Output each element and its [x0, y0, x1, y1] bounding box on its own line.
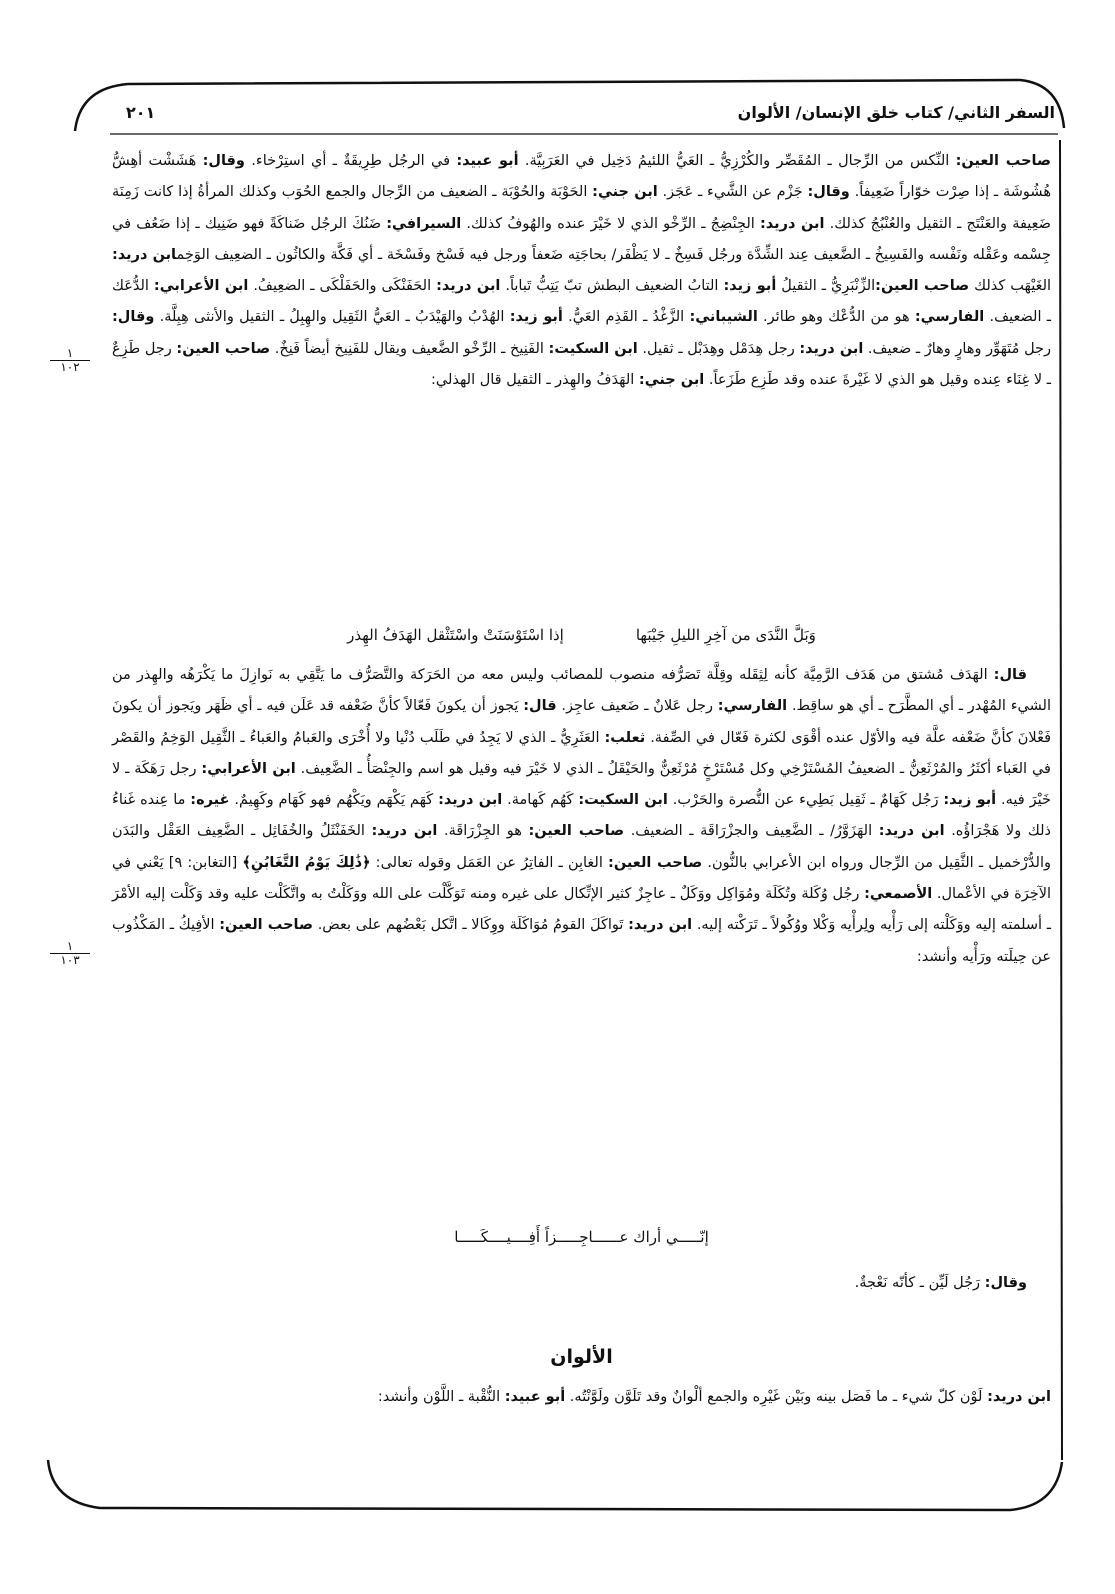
source-name: صاحب العين: — [219, 917, 313, 934]
source-name: ابن دريد: — [799, 340, 864, 357]
paragraph-3 — [112, 1268, 1051, 1299]
source-name: وقال: — [112, 309, 155, 326]
verse-1 — [112, 626, 1051, 644]
verse-2: إنّـــــي أراك عــــــاجِـــــزاً أَفِــــيــــكَـــــا — [454, 1228, 709, 1246]
source-name: وقال: — [202, 153, 245, 169]
body-text: الغابِن ـ الفاتِرُ عن العَمَل وقوله تعالى: — [370, 854, 609, 871]
source-name: ابن دريد: — [987, 1389, 1051, 1405]
body-text: [التغابن: ٩] يَعْني في الآخِرَة في الأعْمال. — [112, 854, 1051, 903]
source-name: غيره: — [190, 792, 230, 809]
body-text: الهَدَفُ والهِذر ـ الثقيل قال الهذلي: — [430, 372, 639, 389]
body-text: الحَفَنْكَى والحَفَلْكَى ـ الضعِيفُ. — [248, 278, 437, 295]
paragraph-2 — [112, 660, 1051, 973]
body-text: الزِّنْبَرِيُّ ـ الثقيلُ — [776, 278, 876, 295]
body-text: الغَيْهَب كذلك — [969, 278, 1052, 295]
margin-ref-numerator: ١ — [50, 940, 90, 954]
body-text: الجِنْضِجُ ـ الرِّخْو الذي لا خَيْرَ عنده والهُوفُ كذلك. — [461, 215, 760, 232]
body-text: ما عِنده غَناءُ ذلك ولا هَجْرَاؤُه. — [112, 792, 1051, 840]
body-text: رجل رَهَكَة ـ لا خَيْرَ فيه. — [112, 760, 1051, 809]
body-text: رَجُل لَيِّن ـ كأنّه نَعْجةٌ. — [854, 1275, 985, 1291]
body-text: جَزْم عن الشَّيء ـ عَجَز. — [657, 184, 808, 201]
body-text: الدُّعَك ـ الضعيف. — [112, 278, 1051, 326]
source-name: ابن جني: — [592, 184, 658, 201]
source-name: صاحب العين: — [875, 278, 970, 295]
body-text: التابُ الضعيف البطش تبّ يَتِبُّ تَباباً. — [500, 278, 724, 295]
margin-ref-numerator: ١ — [50, 347, 90, 361]
source-name: ابن دريد: — [371, 823, 438, 840]
body-text: كَهُم كَهامة. — [502, 792, 579, 809]
body-text: رجل طَزِعٌ ـ لا غِنَاء عِنده وقيل هو الذي لا غَيْرةَ عنده وقد طَزِع طَزَعاً. — [112, 340, 1051, 389]
body-text: رَجُل كَهَامٌ ـ ثَقِيل بَطِيء عن النُّصرة والحَرْب. — [667, 792, 944, 809]
body-text: النُّقْبة ـ اللَّوْن وأنشد: — [377, 1389, 505, 1405]
body-text: في الرجُل طِرِيقَةٌ ـ أي استِرْخاء. — [244, 153, 457, 169]
source-name: ابن دريد: — [112, 246, 177, 263]
running-title: السفر الثاني/ كتاب خلق الإنسان/ الألوان — [737, 102, 1055, 122]
body-text: رجل هِدَمْل وهِدَبْل ـ ثقيل. — [637, 340, 800, 357]
source-name: ابن السكيت: — [578, 792, 668, 809]
body-text: يَجوز أن يكونَ فَعّالاً كأنَّ ضَعْفه قد عَلَن فيه ـ أي ظَهَر ويَجوز أن يكونَ فَعْلانَ كأنَّ ضَعْفه علَّة فيه والأوّل عنده أقْوَى لكثرة فَعّال في الصِّفة. — [112, 698, 1051, 746]
body-text: الزَّغْدُ ـ القَذِم العَيُّ. — [562, 309, 690, 326]
source-name: ابن دريد: — [436, 278, 501, 295]
verse-hemistich-left: إذا اسْتَوْسَنَتْ واسْتَثْقل الهَدَفُ الهِذر — [347, 626, 564, 644]
source-name: ابن السكيت: — [548, 340, 638, 357]
source-name: الفارسي: — [717, 698, 788, 715]
body-text: الهُدْبُ والهَيْدَبُ ـ العَيُّ الثَقِيل والهِبِلُ ـ الثقيل والأنثى هِبِلَّة. — [154, 309, 510, 326]
paragraph-1 — [112, 146, 1051, 396]
source-name: ابن دريد: — [759, 215, 825, 232]
source-name: وقال: — [984, 1275, 1027, 1291]
source-name: وقال: — [807, 184, 850, 201]
body-text: الخَفَنْثَلُ والخُفَاثِل ـ الضَّعِيف العَقْل والبَدَن والدُّرْخميل ـ الثَّقِيل من الرِّجال ورواه ابن الأعرابي بالنُّون. — [112, 823, 1051, 871]
quran-quote: ﴿ذَٰلِكَ يَوْمُ التَّغَابُنِ﴾ — [242, 854, 371, 871]
body-text: الأفِيكُ ـ المَكْذُوب عن حِيلَته ورَأْيه وأنشد: — [112, 917, 1051, 965]
source-name: ابن جني: — [638, 372, 705, 389]
page-number: ٢٠١ — [126, 102, 156, 122]
source-name: صاحب العين: — [176, 340, 271, 357]
source-name: أبو زيد: — [943, 792, 997, 809]
body-text: رجل مُتَهَوِّر وهارٍ وهارٌ ـ ضعيف. — [863, 340, 1052, 357]
body-text: النِّكس من الرِّجال ـ المُقَصِّر والكُرْزِيُّ ـ العَيُّ اللئيمُ دَخِيل في العَرَبِيَّة. — [518, 153, 956, 169]
body-text: كَهَم يَكْهَم ويَكْهُم فهو كَهَام وكَهِيمٌ. — [229, 792, 439, 809]
source-name: صاحب العين: — [608, 854, 703, 871]
body-text: هو من الدُّعْك وهو طائر. — [757, 309, 915, 326]
margin-ref-denominator: ١٠٢ — [60, 360, 80, 374]
bottom-frame-line — [48, 1460, 1062, 1510]
margin-ref-denominator: ١٠٣ — [60, 953, 80, 967]
source-name: السيرافي: — [386, 215, 462, 232]
source-name: قال: — [523, 698, 557, 715]
paragraph-4 — [112, 1382, 1051, 1413]
body-text: الفَنِيخ ـ الرِّخْو الضَّعيف ويقال للفَنِيخ أيضاً فَنِخٌ. — [270, 340, 549, 357]
margin-reference-1 — [50, 347, 90, 374]
source-name: أبو عبيد: — [504, 1389, 566, 1405]
source-name: الأصمعي: — [864, 886, 933, 903]
page-header — [118, 92, 1055, 132]
body-text: الهَزَوَّرُ/ ـ الضَّعِيف والجزْرَاقَة ـ الضعيف. — [624, 823, 879, 840]
body-text: رجل عَلانٌ ـ ضَعيف عاجِز. — [556, 698, 718, 715]
body-text: هَشَشْت أهِشُّ هُشُوشَة ـ إذا صِرْت خوّاراً ضَعِيفاً. — [112, 153, 1051, 201]
margin-reference-2 — [50, 940, 90, 967]
source-name: أبو زيد: — [723, 278, 777, 295]
source-name: ابن الأعرابي: — [201, 760, 296, 777]
source-name: ابن دريد: — [878, 823, 945, 840]
body-text: ضَنُكَ الرجُل ضَناكَةً فهو ضَنِيك ـ إذا ضَعُف في جِسْمه وعَقْله ونَفْسه والفَسِيخُ ـ الضَّعيف عِند الشِّدَّة ورجُل فَسِخٌ ـ لا يَظْفَر/ بحاجَتِه ضَعفاً ورجل فيه فَسْخ وفَسْخَة ـ أي فَكَّة والكاثُون ـ الضعِيف الوَخِم — [112, 215, 1051, 263]
body-text: رجُل وُكَلة وتُكَلَة ومُوَاكِل ووَكَلٌ ـ عاجِزٌ كثير الإتِّكال على غيره ومنه تَوَكَّلْت على الله ووَكَلْتُ به واتَّكَلْت عليه وقد وَكَلْت إليه الأمْرَ ـ أسلمته إليه ووَكَلْته إلى رَأْيه ولِرأْيه وَكْلا ووُكُولاً ـ تَرَكْته إليه. — [112, 886, 1051, 934]
source-name: ابن الأعرابي: — [153, 278, 249, 295]
source-name: أبو زيد: — [509, 309, 563, 326]
right-frame-line — [1060, 140, 1062, 1460]
body-text: هو الجِزْرَاقَة. — [437, 823, 529, 840]
body-text: العَثَرِيُّ ـ الذي لا يَجِدُ في طَلَب دُنْيا ولا أُخْرَى والعَبامُ والعَباءُ ـ الثَّقِيل الوَخِمُ والقَصْر في العَباء أكثَرُ والمُرْثَعِنُّ ـ الضعيفُ المُسْتَرْخِي وكل مُسْتَرْخٍ مُرْثَعِنٌّ والحَيْقَلُ ـ الذي لا خَيْرَ فيه وقيل هو اسم والجِنْصَأُ ـ الضَّعِيف. — [112, 729, 1051, 777]
source-name: ابن دريد: — [628, 917, 693, 934]
body-text: تَواكَلَ القومُ مُوَاكَلَة ووِكَالا ـ اتَّكل بَعْضُهم على بعض. — [313, 917, 629, 934]
source-name: الشيباني: — [689, 309, 758, 326]
source-name: صاحب العين: — [955, 153, 1051, 169]
source-name: ثعلب: — [604, 729, 646, 746]
source-name: قال: — [993, 667, 1027, 683]
body-text: لَوْن كلّ شيء ـ ما فَصَل بينه وبَيْن غَيْرِه والجمع ألْوانٌ وقد تَلَوَّن ولَوَّنْتُه. — [565, 1389, 988, 1405]
body-text: الهَدَف مُشتق من هَدَف الرَّمِيَّة كأنه لِثِقَله وقِلَّة تَصَرُّفه منصوب للمصائب وليس معه من الحَرَكة والتَّصَرُّف ما يَتَّقِي به نَوازِلَ ما يَكْرَهُه والهِذر من الشيء المُهْدر ـ أي المطَّرَح ـ أي هو ساقِط. — [112, 667, 1051, 715]
verse-hemistich-right: وَبَلَّ النَّدَى من آخِرِ الليلِ جَيْبَها — [635, 626, 816, 644]
source-name: الفارسي: — [914, 309, 985, 326]
source-name: صاحب العين: — [528, 823, 625, 840]
source-name: ابن دريد: — [438, 792, 503, 809]
section-heading: الألوان — [550, 1346, 613, 1368]
source-name: أبو عبيد: — [456, 153, 519, 169]
body-text: الحَوْبَة والحُوْبَة ـ الضعيف من الرِّجال والجمع الحُوَب وكذلك المرأةُ إذا كانت زَمِنَة ضَعِيفة والعَنْتَج ـ الثقيل والعُنْبُجُ كذلك. — [112, 184, 1051, 232]
